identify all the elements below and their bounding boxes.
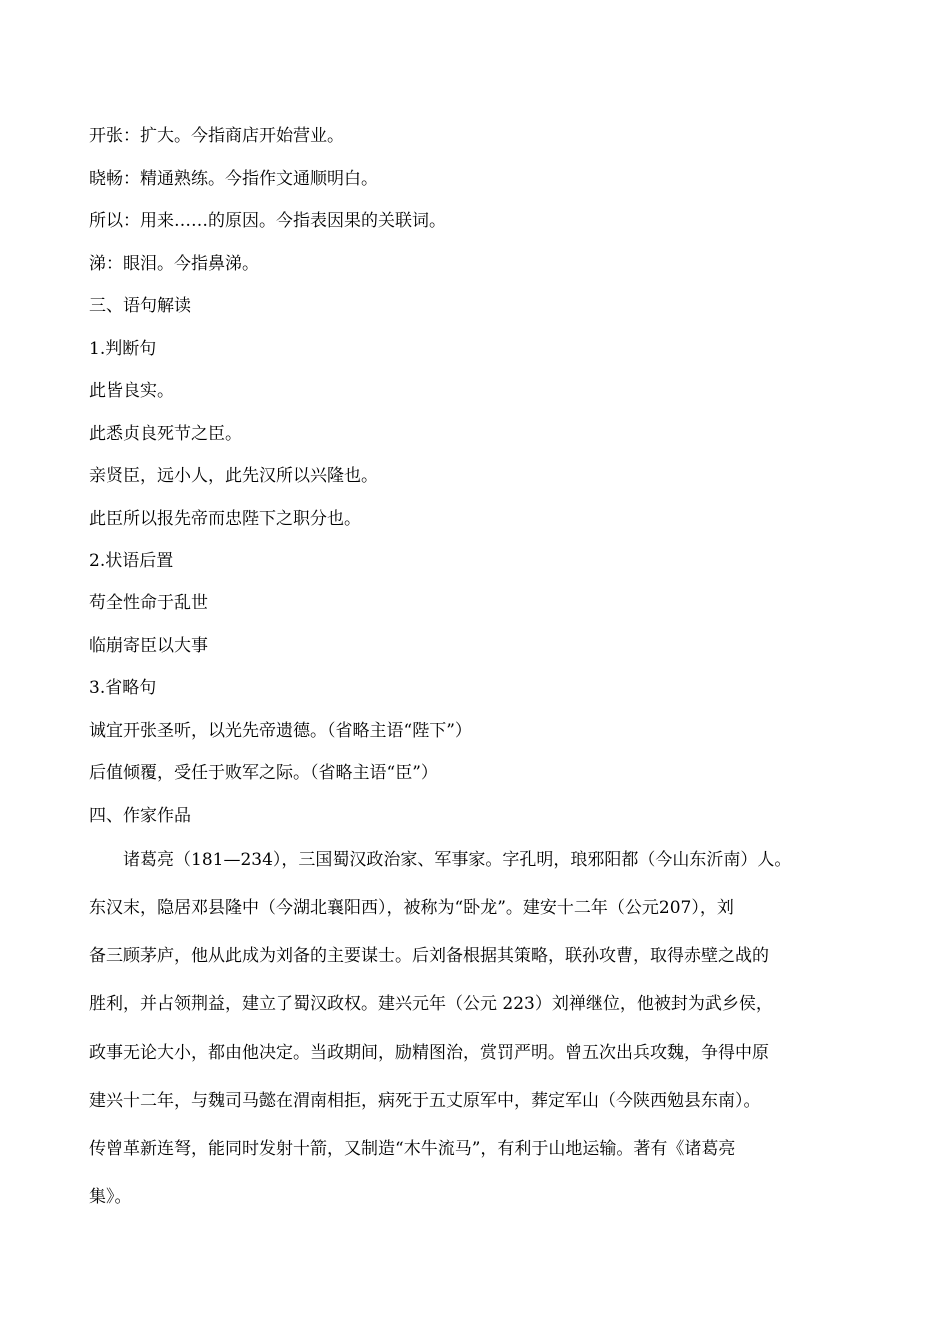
paragraph-line: 备三顾茅庐，他从此成为刘备的主要谋士。后刘备根据其策略，联孙攻曹，取得赤壁之战的 <box>89 946 769 966</box>
vocab-line-xiaochang: 晓畅：精通熟练。今指作文通顺明白。 <box>89 169 378 189</box>
example-sentence: 苟全性命于乱世 <box>89 593 208 613</box>
paragraph-line: 集》。 <box>89 1187 132 1207</box>
example-sentence: 临崩寄臣以大事 <box>89 636 208 656</box>
section-heading-author-works: 四、作家作品 <box>89 806 191 826</box>
vocab-line-ti: 涕：眼泪。今指鼻涕。 <box>89 254 259 274</box>
paragraph-line: 建兴十二年，与魏司马懿在渭南相拒，病死于五丈原军中，葬定军山（今陕西勉县东南）。 <box>89 1091 761 1111</box>
subheading-judgment-sentence: 1.判断句 <box>89 339 157 359</box>
subheading-adverbial-postposition: 2.状语后置 <box>89 551 174 571</box>
section-heading-sentence-reading: 三、语句解读 <box>89 296 191 316</box>
vocab-line-kaizhang: 开张：扩大。今指商店开始营业。 <box>89 126 344 146</box>
paragraph-line: 诸葛亮（181—234），三国蜀汉政治家、军事家。字孔明，琅邪阳都（今山东沂南）人。 <box>123 850 792 870</box>
paragraph-line: 传曾革新连弩，能同时发射十箭，又制造“木牛流马”，有利于山地运输。著有《诸葛亮 <box>89 1139 736 1159</box>
example-sentence: 此臣所以报先帝而忠陛下之职分也。 <box>89 509 361 529</box>
paragraph-line: 政事无论大小，都由他决定。当政期间，励精图治，赏罚严明。曾五次出兵攻魏，争得中原 <box>89 1043 769 1063</box>
example-sentence: 后值倾覆，受任于败军之际。（省略主语“臣”） <box>89 763 438 783</box>
example-sentence: 此悉贞良死节之臣。 <box>89 424 242 444</box>
subheading-ellipsis-sentence: 3.省略句 <box>89 678 157 698</box>
paragraph-line: 胜利，并占领荆益，建立了蜀汉政权。建兴元年（公元 223）刘禅继位，他被封为武乡侯， <box>89 994 773 1014</box>
example-sentence: 亲贤臣，远小人，此先汉所以兴隆也。 <box>89 466 378 486</box>
paragraph-line: 东汉末，隐居邓县隆中（今湖北襄阳西），被称为“卧龙”。建安十二年（公元207），刘 <box>89 898 734 918</box>
example-sentence: 诚宜开张圣听，以光先帝遗德。（省略主语“陛下”） <box>89 721 472 741</box>
vocab-line-suoyi: 所以：用来……的原因。今指表因果的关联词。 <box>89 211 446 231</box>
example-sentence: 此皆良实。 <box>89 381 174 401</box>
